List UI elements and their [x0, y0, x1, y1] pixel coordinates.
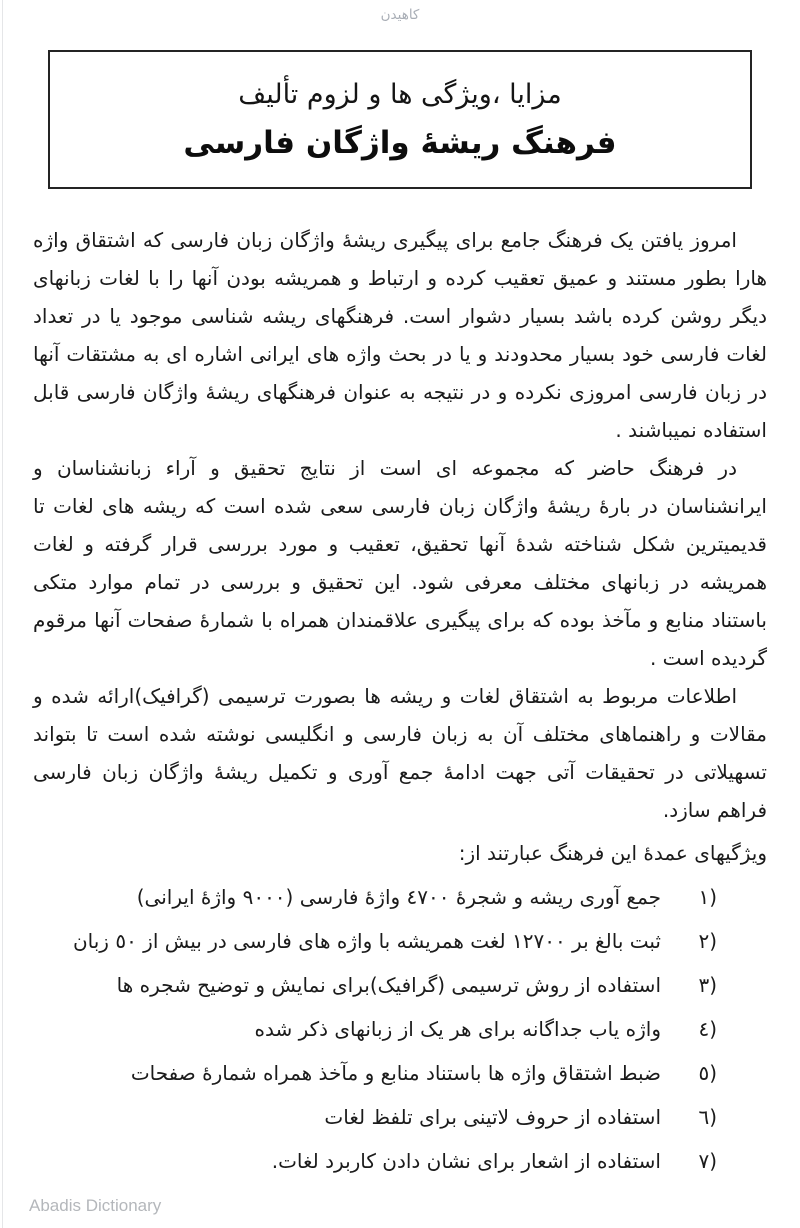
- paragraph-1: امروز یافتن یک فرهنگ جامع برای پیگیری ریشهٔ واژگان زبان فارسی که اشتقاق واژه هارا بطور مستند و عمیق تعقیب کرده و ارتباط و همریشه بودن آنها را با لغات زبانهای دیگر روشن کرده باشد بسیار دشوار است. فرهنگهای ریشه شناسی موجود یا در تعداد لغات فارسی خود بسیار محدودند و یا در بحث واژه های ایرانی اشاره ای به مشتقات آنها در زبان فارسی امروزی نکرده و در نتیجه به عنوان فرهنگهای ریشهٔ واژگان فارسی قابل استفاده نمیباشند .: [33, 228, 767, 442]
- feature-text: استفاده از حروف لاتینی برای تلفظ لغات: [324, 1105, 661, 1129]
- feature-number: ٥): [698, 1061, 717, 1085]
- paragraph-2: در فرهنگ حاضر که مجموعه ای است از نتایج تحقیق و آراء زبانشناسان و ایرانشناسان در بارهٔ ریشهٔ واژگان زبان فارسی سعی شده است که ریشه های لغات تا قدیمیترین شکل شناخته شدهٔ آنها تحقیق، تعقیب و مورد بررسی قرار گرفته و لغات همریشه در زبانهای مختلف معرفی شود. این تحقیق و بررسی در تمام موارد متکی باستناد منابع و مآخذ بوده که برای پیگیری علاقمندان همراه با شمارهٔ صفحات آنها مرقوم گردیده است .: [33, 456, 767, 670]
- feature-item-7: [33, 1142, 767, 1180]
- watermark-brand: Abadis Dictionary: [29, 1196, 162, 1215]
- title-box: [48, 50, 752, 189]
- headword-label: کاهیدن: [380, 7, 420, 23]
- feature-text: ضبط اشتقاق واژه ها باستناد منابع و مآخذ همراه شمارهٔ صفحات: [130, 1061, 661, 1085]
- feature-number: ٦): [698, 1105, 717, 1129]
- feature-number: ١): [698, 885, 717, 909]
- feature-item-2: [33, 922, 767, 960]
- feature-item-1: [33, 878, 767, 916]
- feature-text: ثبت بالغ بر ١٢٧٠٠ لغت همریشه با واژه های فارسی در بیش از ٥٠ زبان: [72, 929, 661, 953]
- feature-text: واژه یاب جداگانه برای هر یک از زبانهای ذکر شده: [254, 1017, 661, 1041]
- feature-text: جمع آوری ریشه و شجرهٔ ٤٧٠٠ واژهٔ فارسی (٩٠٠٠ واژهٔ ایرانی): [136, 885, 661, 909]
- document-body: [33, 221, 767, 1180]
- feature-item-5: [33, 1054, 767, 1092]
- feature-number: ٧): [698, 1149, 717, 1173]
- title-main: فرهنگ ریشهٔ واژگان فارسی: [183, 124, 617, 161]
- feature-item-4: [33, 1010, 767, 1048]
- title-subtitle: مزایا ،ویژگی ها و لزوم تألیف: [238, 78, 562, 110]
- feature-number: ٣): [698, 973, 717, 997]
- feature-number: ٢): [698, 929, 717, 953]
- feature-text: استفاده از اشعار برای نشان دادن کاربرد لغات.: [271, 1149, 661, 1173]
- feature-text: استفاده از روش ترسیمی (گرافیک)برای نمایش و توضیح شجره ها: [116, 973, 661, 997]
- feature-item-3: [33, 966, 767, 1004]
- page-edge-line: [2, 0, 3, 1228]
- features-intro: ویژگیهای عمدهٔ این فرهنگ عبارتند از:: [458, 841, 767, 865]
- feature-number: ٤): [698, 1017, 717, 1041]
- paragraph-3: اطلاعات مربوط به اشتقاق لغات و ریشه ها بصورت ترسیمی (گرافیک)ارائه شده و مقالات و راهنماهای مختلف آن به زبان فارسی و انگلیسی نوشته شده است تا بتواند تسهیلاتی در تحقیقات آتی جهت ادامهٔ جمع آوری و تکمیل ریشهٔ واژگان زبان فارسی فراهم سازد.: [33, 684, 767, 822]
- feature-item-6: [33, 1098, 767, 1136]
